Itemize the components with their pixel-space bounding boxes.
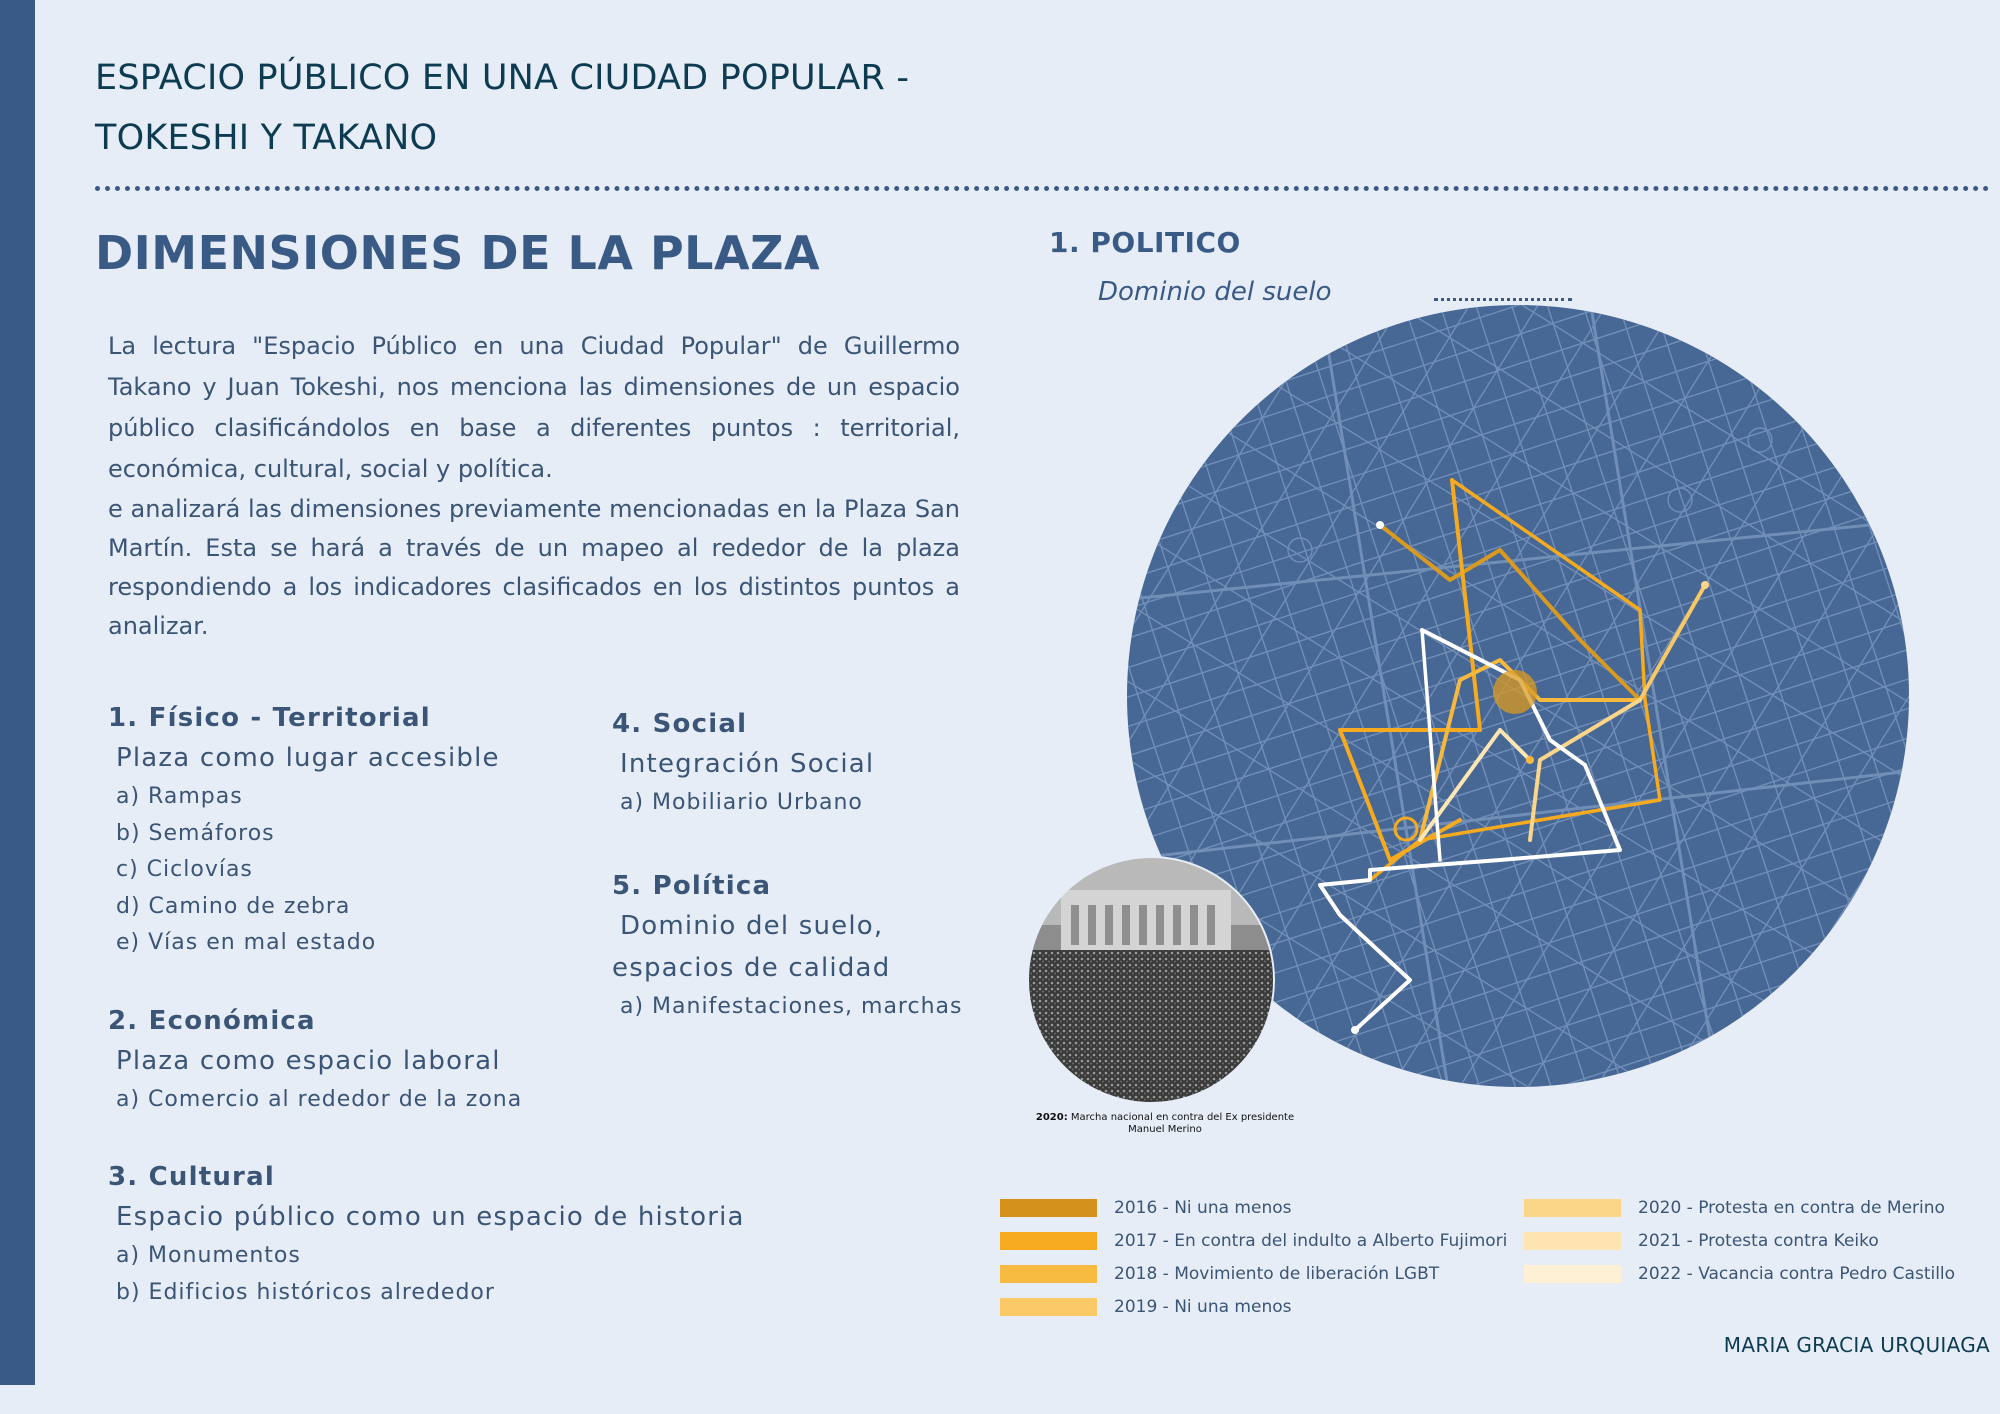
dimension-item: d) Camino de zebra [116, 893, 351, 919]
poster-title [95, 48, 995, 168]
legend-label: 2021 - Protesta contra Keiko [1638, 1231, 1879, 1251]
photo-caption-text: Marcha nacional en contra del Ex presidente Manuel Merino [1070, 1112, 1295, 1135]
intro-paragraph-2: e analizará las dimensiones previamente mencionadas en la Plaza San Martín. Esta se hará a través de un mapeo al rededor de la plaza respondiendo a los indicadores clasificados en los distintos puntos a analizar. [108, 495, 960, 640]
dimension-subtitle: Dominio del suelo, espacios de calidad [612, 911, 891, 983]
protest-photo [1026, 855, 1276, 1105]
legend-swatch [1000, 1232, 1097, 1250]
bottom-margin [0, 1385, 2000, 1414]
dimension-item: a) Monumentos [116, 1243, 301, 1268]
legend-swatch [1524, 1199, 1621, 1217]
dimension-title: 1. Físico - Territorial [108, 703, 431, 733]
dimension-social [612, 705, 874, 822]
dimension-item: a) Comercio al rededor de la zona [116, 1087, 523, 1112]
political-subtitle: Dominio del suelo [1098, 277, 1332, 307]
crowd-icon [1026, 950, 1276, 1105]
dimension-politica [612, 867, 972, 1026]
dimension-subtitle: Plaza como espacio laboral [116, 1046, 501, 1076]
political-heading: 1. POLITICO [1049, 226, 1241, 259]
legend-swatch [1000, 1298, 1097, 1316]
legend-swatch [1000, 1199, 1097, 1217]
intro-text [108, 326, 960, 646]
legend-label: 2022 - Vacancia contra Pedro Castillo [1638, 1264, 1956, 1284]
legend-label: 2020 - Protesta en contra de Merino [1638, 1198, 1945, 1218]
dimension-title: 5. Política [612, 871, 772, 901]
dimension-title: 3. Cultural [108, 1162, 275, 1192]
dimension-title: 4. Social [612, 709, 748, 739]
legend-label: 2018 - Movimiento de liberación LGBT [1114, 1264, 1440, 1284]
dimension-item: e) Vías en mal estado [116, 930, 377, 955]
dimension-title: 2. Económica [108, 1006, 316, 1036]
photo-caption [1030, 1112, 1300, 1136]
photo-caption-year: 2020: [1035, 1112, 1068, 1123]
legend-swatch [1000, 1265, 1097, 1283]
dimension-item: a) Manifestaciones, marchas [620, 994, 963, 1019]
poster-title-line-2: TOKESHI Y TAKANO [95, 118, 438, 158]
dimension-economica [108, 1002, 522, 1119]
header-divider [95, 186, 1990, 191]
dimension-item: a) Rampas [116, 784, 243, 809]
left-accent-bar [0, 0, 35, 1385]
dimension-subtitle: Plaza como lugar accesible [116, 743, 500, 773]
legend-label: 2016 - Ni una menos [1114, 1198, 1292, 1218]
main-heading: DIMENSIONES DE LA PLAZA [95, 226, 821, 280]
author-name: MARIA GRACIA URQUIAGA [1723, 1333, 1990, 1357]
intro-paragraph-1: La lectura "Espacio Público en una Ciudad Popular" de Guillermo Takano y Juan Tokeshi, nos menciona las dimensiones de un espacio público clasificándolos en base a diferentes puntos : territorial, económica, cultural, social y política. [108, 332, 960, 483]
legend-swatch [1524, 1265, 1621, 1283]
poster-title-line-1: ESPACIO PÚBLICO EN UNA CIUDAD POPULAR - [95, 58, 910, 98]
plaza-san-martin-marker [1493, 670, 1537, 714]
dimension-item: b) Semáforos [116, 820, 275, 846]
dimension-subtitle: Espacio público como un espacio de historia [116, 1202, 745, 1232]
dimension-item: a) Mobiliario Urbano [620, 790, 863, 815]
legend-label: 2017 - En contra del indulto a Alberto Fujimori [1114, 1231, 1508, 1251]
legend-swatch [1524, 1232, 1621, 1250]
dimension-cultural [108, 1158, 745, 1311]
dimension-item: b) Edificios históricos alrededor [116, 1279, 495, 1305]
dimension-fisico [108, 699, 500, 962]
legend-label: 2019 - Ni una menos [1114, 1297, 1292, 1317]
dimension-item: c) Ciclovías [116, 857, 253, 882]
dimension-subtitle: Integración Social [620, 749, 875, 779]
